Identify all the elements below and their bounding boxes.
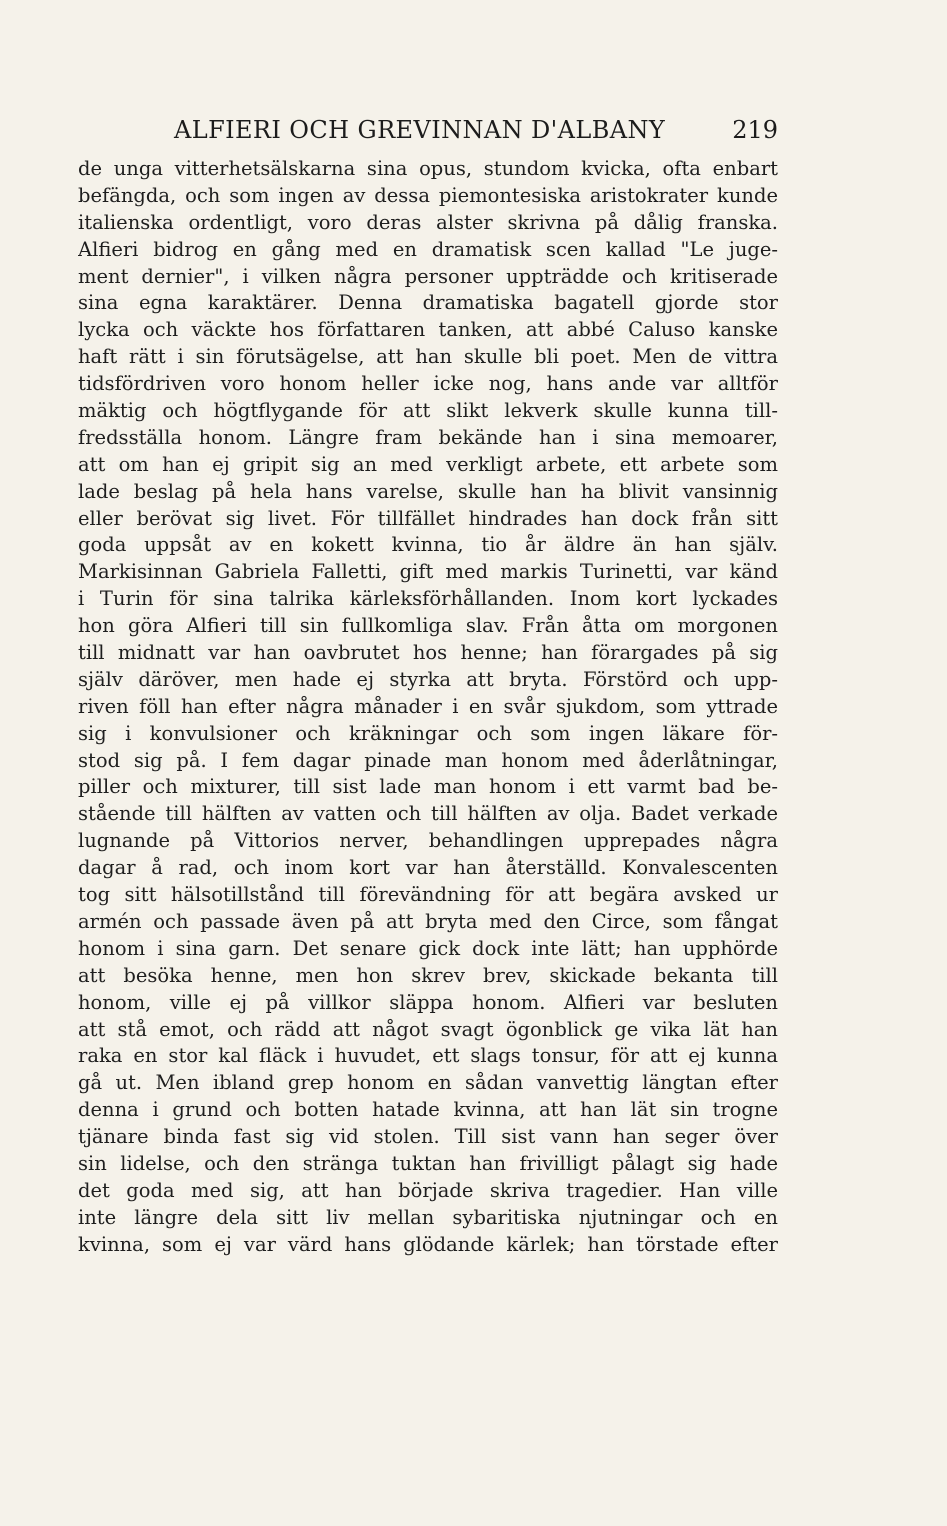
body-text bbox=[78, 156, 778, 1259]
text-line: italienska ordentligt, voro deras alster skrivna på dålig franska. bbox=[78, 210, 778, 234]
text-line: att stå emot, och rädd att något svagt ögonblick ge vika lät han bbox=[78, 1017, 778, 1041]
text-line: dagar å rad, och inom kort var han återställd. Konvalescenten bbox=[78, 856, 778, 880]
text-line: armén och passade även på att bryta med den Circe, som fångat bbox=[78, 909, 778, 933]
text-line: fredsställa honom. Längre fram bekände han i sina memoarer, bbox=[78, 425, 778, 449]
text-line: denna i grund och botten hatade kvinna, att han lät sin trogne bbox=[78, 1098, 778, 1122]
text-line: hon göra Alfieri till sin fullkomliga slav. Från åtta om morgonen bbox=[78, 614, 778, 638]
text-line: tjänare binda fast sig vid stolen. Till sist vann han seger över bbox=[78, 1125, 778, 1149]
text-line: riven föll han efter några månader i en svår sjukdom, som yttrade bbox=[78, 694, 778, 718]
text-line: sin lidelse, och den stränga tuktan han frivilligt pålagt sig hade bbox=[78, 1151, 778, 1175]
text-line: mäktig och högtflygande för att slikt lekverk skulle kunna till- bbox=[78, 399, 778, 423]
text-line: tidsfördriven voro honom heller icke nog, hans ande var alltför bbox=[78, 372, 778, 396]
text-line: lugnande på Vittorios nerver, behandlingen upprepades några bbox=[78, 829, 778, 853]
text-line: det goda med sig, att han började skriva tragedier. Han ville bbox=[78, 1178, 778, 1202]
text-line: sig i konvulsioner och kräkningar och som ingen läkare för- bbox=[78, 721, 778, 745]
text-line: tog sitt hälsotillstånd till förevändning för att begära avsked ur bbox=[78, 883, 778, 907]
text-line: eller berövat sig livet. För tillfället hindrades han dock från sitt bbox=[78, 506, 778, 530]
text-line: gå ut. Men ibland grep honom en sådan vanvettig längtan efter bbox=[78, 1071, 778, 1095]
text-line: själv däröver, men hade ej styrka att bryta. Förstörd och upp- bbox=[78, 667, 778, 691]
running-header bbox=[78, 116, 778, 152]
text-line: Markisinnan Gabriela Falletti, gift med markis Turinetti, var känd bbox=[78, 560, 778, 584]
text-line: lycka och väckte hos författaren tanken, att abbé Caluso kanske bbox=[78, 318, 778, 342]
running-title: ALFIERI OCH GREVINNAN D'ALBANY bbox=[174, 116, 666, 144]
text-line: honom i sina garn. Det senare gick dock inte lätt; han upphörde bbox=[78, 936, 778, 960]
text-line: stående till hälften av vatten och till hälften av olja. Badet verkade bbox=[78, 802, 778, 826]
text-line: haft rätt i sin förutsägelse, att han skulle bli poet. Men de vittra bbox=[78, 345, 778, 369]
text-line: till midnatt var han oavbrutet hos henne; han förargades på sig bbox=[78, 641, 778, 665]
text-line: raka en stor kal fläck i huvudet, ett slags tonsur, för att ej kunna bbox=[78, 1044, 778, 1068]
text-line: stod sig på. I fem dagar pinade man honom med åderlåtningar, bbox=[78, 748, 778, 772]
text-line: inte längre dela sitt liv mellan sybaritiska njutningar och en bbox=[78, 1205, 778, 1229]
text-line: kvinna, som ej var värd hans glödande kärlek; han törstade efter bbox=[78, 1232, 778, 1256]
text-line: sina egna karaktärer. Denna dramatiska bagatell gjorde stor bbox=[78, 291, 778, 315]
text-line: goda uppsåt av en kokett kvinna, tio år äldre än han själv. bbox=[78, 533, 778, 557]
text-line: i Turin för sina talrika kärleksförhållanden. Inom kort lyckades bbox=[78, 587, 778, 611]
text-line: befängda, och som ingen av dessa piemontesiska aristokrater kunde bbox=[78, 183, 778, 207]
text-line: Alfieri bidrog en gång med en dramatisk scen kallad "Le juge- bbox=[78, 237, 778, 261]
text-line: lade beslag på hela hans varelse, skulle han ha blivit vansinnig bbox=[78, 479, 778, 503]
text-line: ment dernier", i vilken några personer uppträdde och kritiserade bbox=[78, 264, 778, 288]
text-line: piller och mixturer, till sist lade man honom i ett varmt bad be- bbox=[78, 775, 778, 799]
text-line: de unga vitterhetsälskarna sina opus, stundom kvicka, ofta enbart bbox=[78, 157, 778, 180]
text-line: att besöka henne, men hon skrev brev, skickade bekanta till bbox=[78, 963, 778, 987]
page-number: 219 bbox=[732, 116, 778, 144]
text-line: honom, ville ej på villkor släppa honom. Alfieri var besluten bbox=[78, 990, 778, 1014]
text-line: att om han ej gripit sig an med verkligt arbete, ett arbete som bbox=[78, 452, 778, 476]
